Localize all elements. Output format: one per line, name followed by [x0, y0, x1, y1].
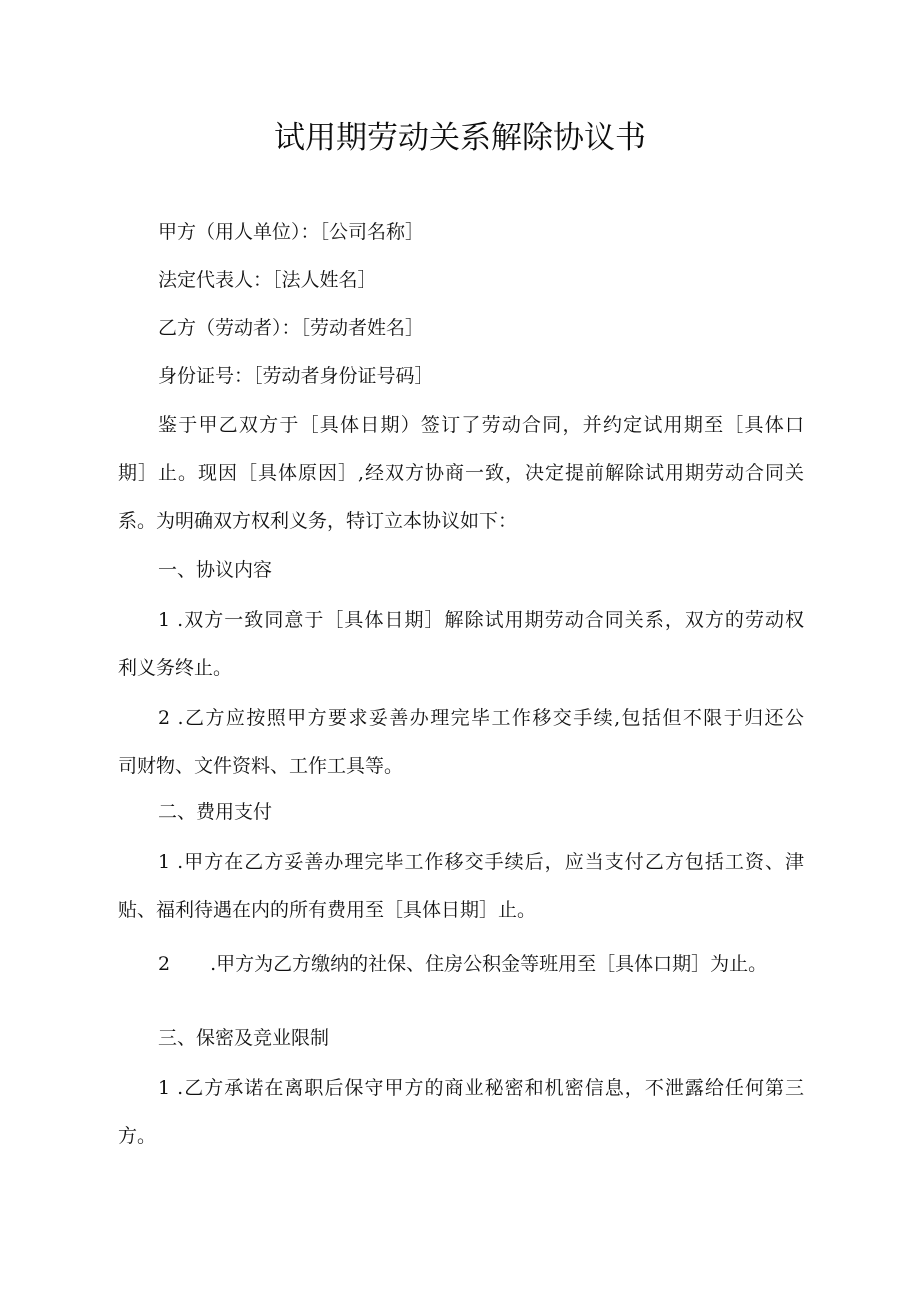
section-3	[118, 1014, 804, 1160]
clause-line: 利义务终止。	[118, 657, 233, 679]
clause-number: 2	[158, 953, 171, 975]
clause-line: 贴、福利待遇在内的所有费用至［具体日期］止。	[118, 899, 537, 921]
clause-line: 1 .乙方承诺在离职后保守甲方的商业秘密和机密信息，不泄露给任何第三	[158, 1077, 804, 1099]
legal-rep-line: 法定代表人：［法人姓名］	[158, 269, 377, 291]
section-heading: 一、协议内容	[158, 559, 273, 581]
preamble-line: 系。为明确双方权利义务，特订立本协议如下：	[118, 510, 518, 532]
preamble-paragraph	[118, 401, 804, 545]
clause-line: 1 .甲方在乙方妥善办理完毕工作移交手续后，应当支付乙方包括工资、津	[158, 851, 804, 873]
section-1	[118, 546, 804, 790]
party-info	[118, 208, 804, 400]
party-b-line: 乙方（劳动者）：［劳动者姓名］	[158, 317, 425, 339]
section-heading: 三、保密及竞业限制	[158, 1027, 330, 1049]
preamble-line: 鉴于甲乙双方于［具体日期）签订了劳动合同，并约定试用期至［具体口	[158, 414, 804, 436]
document-title: 试用期劳动关系解除协议书	[274, 120, 646, 156]
clause-line: 1 .双方一致同意于［具体日期］解除试用期劳动合同关系，双方的劳动权	[158, 609, 804, 631]
id-number-line: 身份证号：［劳动者身份证号码］	[158, 365, 434, 387]
clause-line: 司财物、文件资料、工作工具等。	[118, 755, 404, 777]
clause-line: 2 .乙方应按照甲方要求妥善办理完毕工作移交手续,包括但不限于归还公	[158, 707, 804, 729]
party-a-line: 甲方（用人单位）：［公司名称］	[158, 221, 425, 243]
section-2	[118, 788, 804, 988]
preamble-line: 期］止。现因［具体原因］,经双方协商一致，决定提前解除试用期劳动合同关	[118, 462, 804, 484]
clause-line	[118, 940, 804, 988]
clause-text: .甲方为乙方缴纳的社保、住房公积金等班用至［具体口期］为止。	[210, 953, 768, 975]
section-heading: 二、费用支付	[158, 801, 273, 823]
clause-line: 方。	[118, 1125, 157, 1147]
